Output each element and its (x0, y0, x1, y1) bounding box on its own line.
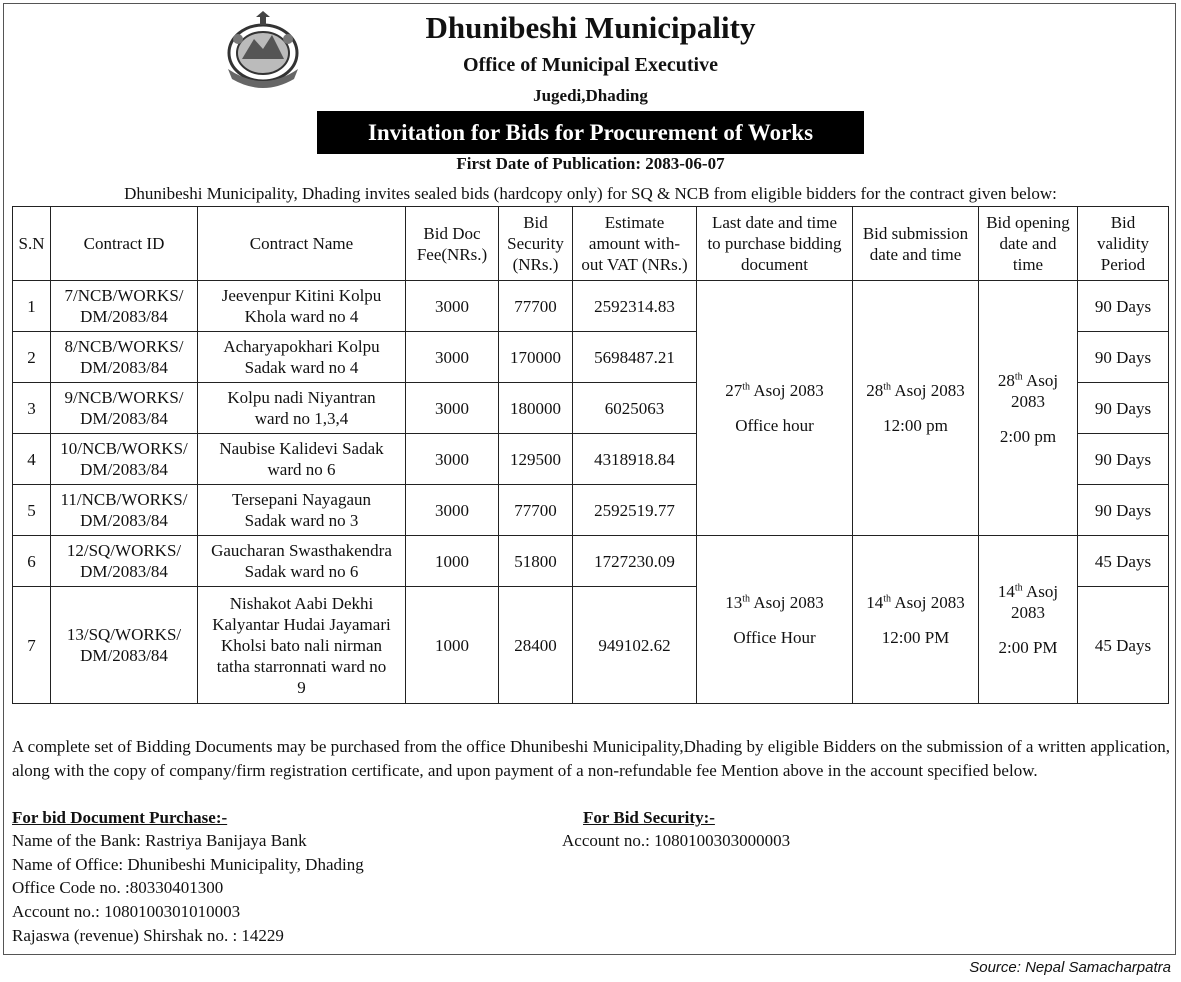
header-line: to purchase bidding (707, 234, 842, 253)
month-year: Asoj 2083 (891, 381, 965, 400)
cell-line: Naubise Kalidevi Sadak (219, 439, 384, 458)
header-line: Estimate (604, 213, 665, 232)
cell-contract-id (51, 383, 198, 434)
open-year-a: 2083 (1011, 391, 1045, 411)
cell-last-date-group-b (697, 536, 853, 704)
last-time-b: Office Hour (733, 627, 816, 647)
day: 28 (997, 370, 1015, 390)
cell-contract-id (51, 332, 198, 383)
cell-validity: 45 Days (1078, 536, 1169, 587)
month-year: Asoj 2083 (750, 592, 824, 612)
day: 13 (725, 592, 743, 612)
office-name: Office of Municipal Executive (463, 54, 718, 76)
cell-security: 129500 (499, 434, 573, 485)
purchase-paragraph: A complete set of Bidding Documents may be purchased from the office Dhunibeshi Municipality,Dhading by eligible Bidders on the submission of a written application, along with the copy of company/firm registration certificate, and upon payment of a non-refundable fee Mention above in the account specified below. (12, 737, 1170, 780)
notice-banner: Invitation for Bids for Procurement of Works (317, 111, 864, 154)
cell-line: ward no 6 (267, 460, 336, 479)
cell-security: 51800 (499, 536, 573, 587)
cell-line: Sadak ward no 3 (244, 511, 359, 530)
header-last-date (697, 207, 853, 281)
header-line: (NRs.) (512, 255, 559, 274)
header-line: Last date and time (711, 213, 838, 232)
ordinal: th (883, 592, 892, 604)
header-line: Security (507, 234, 564, 253)
month: Asoj (1022, 370, 1059, 390)
cell-line: DM/2083/84 (80, 460, 168, 479)
cell-contract-id (51, 587, 198, 704)
cell-fee: 1000 (406, 587, 499, 704)
cell-fee: 3000 (406, 281, 499, 332)
cell-line: Khola ward no 4 (244, 307, 359, 326)
office-code: Office Code no. :80330401300 (12, 878, 224, 897)
header-line: Bid opening (986, 213, 1070, 232)
cell-line: Tersepani Nayagaun (232, 490, 371, 509)
day: 27 (725, 381, 743, 400)
cell-sn: 4 (13, 434, 51, 485)
cell-last-date-group-a (697, 281, 853, 536)
cell-contract-id (51, 434, 198, 485)
open-date-b (981, 581, 1075, 602)
cell-submission-group-a (853, 281, 979, 536)
cell-line: DM/2083/84 (80, 646, 168, 665)
cell-line: Kholsi bato nali nirman (220, 635, 382, 655)
cell-line: Gaucharan Swasthakendra (211, 541, 392, 560)
month-year: Asoj 2083 (750, 381, 824, 400)
bid-security-account: Account no.: 1080100303000003 (562, 831, 791, 850)
header-line: date and (999, 234, 1057, 253)
bids-table (12, 206, 1169, 704)
header-line: date and time (869, 244, 962, 264)
cell-contract-name (198, 383, 406, 434)
header-line: Bid (1110, 213, 1136, 232)
table-header-row (13, 207, 1169, 281)
cell-fee: 3000 (406, 332, 499, 383)
cell-sn: 2 (13, 332, 51, 383)
cell-opening-group-b (979, 536, 1078, 704)
revenue-number: Rajaswa (revenue) Shirshak no. : 14229 (12, 926, 284, 945)
cell-validity: 90 Days (1078, 332, 1169, 383)
header-line: Bid Doc (423, 223, 481, 243)
cell-contract-name (198, 587, 406, 704)
header-line: document (740, 255, 809, 274)
cell-line: 9/NCB/WORKS/ (64, 388, 184, 407)
source-credit: Source: Nepal Samacharpatra (969, 959, 1171, 976)
header-line: Bid (523, 213, 548, 232)
open-date-a (981, 370, 1075, 391)
cell-estimate: 2592519.77 (573, 485, 697, 536)
cell-estimate: 1727230.09 (573, 536, 697, 587)
publication-date: First Date of Publication: 2083-06-07 (456, 154, 725, 173)
ordinal: th (883, 381, 892, 393)
cell-line: Acharyapokhari Kolpu (223, 337, 380, 356)
cell-contract-name (198, 434, 406, 485)
cell-line: tatha starronnati ward no (216, 656, 387, 676)
cell-validity: 45 Days (1078, 587, 1169, 704)
bank-name: Name of the Bank: Rastriya Banijaya Bank (12, 831, 307, 850)
month-year: Asoj 2083 (891, 592, 965, 612)
cell-line: Sadak ward no 4 (244, 358, 359, 377)
header-line: validity (1097, 234, 1149, 253)
cell-line: Kolpu nadi Niyantran (227, 388, 376, 407)
cell-contract-id (51, 281, 198, 332)
cell-estimate: 6025063 (573, 383, 697, 434)
cell-security: 77700 (499, 485, 573, 536)
last-date-b (699, 592, 850, 613)
cell-sn: 5 (13, 485, 51, 536)
bid-security-title: For Bid Security:- (583, 808, 715, 827)
open-time-b: 2:00 PM (998, 638, 1058, 657)
cell-validity: 90 Days (1078, 434, 1169, 485)
cell-line: Jeevenpur Kitini Kolpu (221, 286, 382, 305)
day: 14 (866, 592, 884, 612)
cell-validity: 90 Days (1078, 281, 1169, 332)
cell-estimate: 949102.62 (573, 587, 697, 704)
cell-estimate: 5698487.21 (573, 332, 697, 383)
ordinal: th (1014, 370, 1023, 382)
ordinal: th (742, 381, 751, 393)
cell-validity: 90 Days (1078, 485, 1169, 536)
cell-validity: 90 Days (1078, 383, 1169, 434)
ordinal: th (742, 592, 751, 604)
header-line: Period (1100, 255, 1146, 274)
cell-line: DM/2083/84 (80, 307, 168, 326)
header-contract-name: Contract Name (198, 207, 406, 281)
cell-contract-name (198, 332, 406, 383)
cell-line: 7/NCB/WORKS/ (64, 286, 184, 305)
cell-line: Sadak ward no 6 (244, 562, 359, 581)
cell-line: 9 (297, 677, 306, 697)
cell-fee: 1000 (406, 536, 499, 587)
sub-time-a: 12:00 pm (883, 416, 948, 435)
cell-security: 77700 (499, 281, 573, 332)
sub-time-b: 12:00 PM (881, 627, 950, 647)
cell-line: Nishakot Aabi Dekhi (229, 593, 374, 613)
office-name-line: Name of Office: Dhunibeshi Municipality, Dhading (12, 855, 364, 874)
cell-line: 13/SQ/WORKS/ (66, 625, 182, 644)
cell-sn: 7 (13, 587, 51, 704)
cell-contract-name (198, 536, 406, 587)
cell-contract-name (198, 485, 406, 536)
header-line: Bid submission (862, 223, 969, 243)
table-row (13, 536, 1169, 587)
header-line: amount with- (588, 234, 681, 253)
cell-estimate: 2592314.83 (573, 281, 697, 332)
last-time-a: Office hour (735, 416, 814, 435)
doc-purchase-title: For bid Document Purchase:- (12, 808, 228, 827)
header-bid-security (499, 207, 573, 281)
header-submission (853, 207, 979, 281)
cell-line: 10/NCB/WORKS/ (60, 439, 188, 458)
header-opening (979, 207, 1078, 281)
cell-security: 170000 (499, 332, 573, 383)
cell-fee: 3000 (406, 383, 499, 434)
cell-sn: 6 (13, 536, 51, 587)
ordinal: th (1014, 582, 1023, 594)
header-estimate (573, 207, 697, 281)
cell-line: 8/NCB/WORKS/ (64, 337, 184, 356)
cell-opening-group-a (979, 281, 1078, 536)
office-location: Jugedi,Dhading (533, 86, 648, 105)
sub-date-b (855, 592, 976, 613)
header-line: out VAT (NRs.) (581, 255, 688, 274)
cell-line: ward no 1,3,4 (254, 409, 349, 428)
cell-fee: 3000 (406, 434, 499, 485)
cell-line: 11/NCB/WORKS/ (60, 490, 188, 509)
cell-line: DM/2083/84 (80, 562, 168, 581)
cell-line: 12/SQ/WORKS/ (66, 541, 182, 560)
sub-date-a (855, 380, 976, 401)
cell-security: 180000 (499, 383, 573, 434)
day: 14 (997, 582, 1015, 601)
open-year-b: 2083 (1011, 603, 1045, 622)
cell-fee: 3000 (406, 485, 499, 536)
header-validity (1078, 207, 1169, 281)
cell-submission-group-b (853, 536, 979, 704)
last-date-a (699, 380, 850, 401)
municipality-name: Dhunibeshi Municipality (425, 10, 756, 45)
cell-sn: 3 (13, 383, 51, 434)
cell-security: 28400 (499, 587, 573, 704)
intro-text: Dhunibeshi Municipality, Dhading invites sealed bids (hardcopy only) for SQ & NCB from eligible bidders for the contract given below: (124, 184, 1057, 203)
cell-contract-id (51, 536, 198, 587)
cell-contract-name (198, 281, 406, 332)
header-line: time (1012, 255, 1044, 274)
day: 28 (866, 381, 884, 400)
month: Asoj (1022, 582, 1059, 601)
header-sn: S.N (13, 207, 51, 281)
header-bid-doc-fee (406, 207, 499, 281)
header-line: Fee(NRs.) (416, 244, 488, 264)
account-number: Account no.: 1080100301010003 (12, 902, 241, 921)
table-row (13, 281, 1169, 332)
cell-contract-id (51, 485, 198, 536)
cell-line: DM/2083/84 (80, 409, 168, 428)
open-time-a: 2:00 pm (999, 426, 1057, 446)
header-contract-id: Contract ID (51, 207, 198, 281)
cell-line: DM/2083/84 (80, 511, 168, 530)
cell-line: DM/2083/84 (80, 358, 168, 377)
cell-line: Kalyantar Hudai Jayamari (212, 614, 391, 634)
cell-estimate: 4318918.84 (573, 434, 697, 485)
cell-sn: 1 (13, 281, 51, 332)
